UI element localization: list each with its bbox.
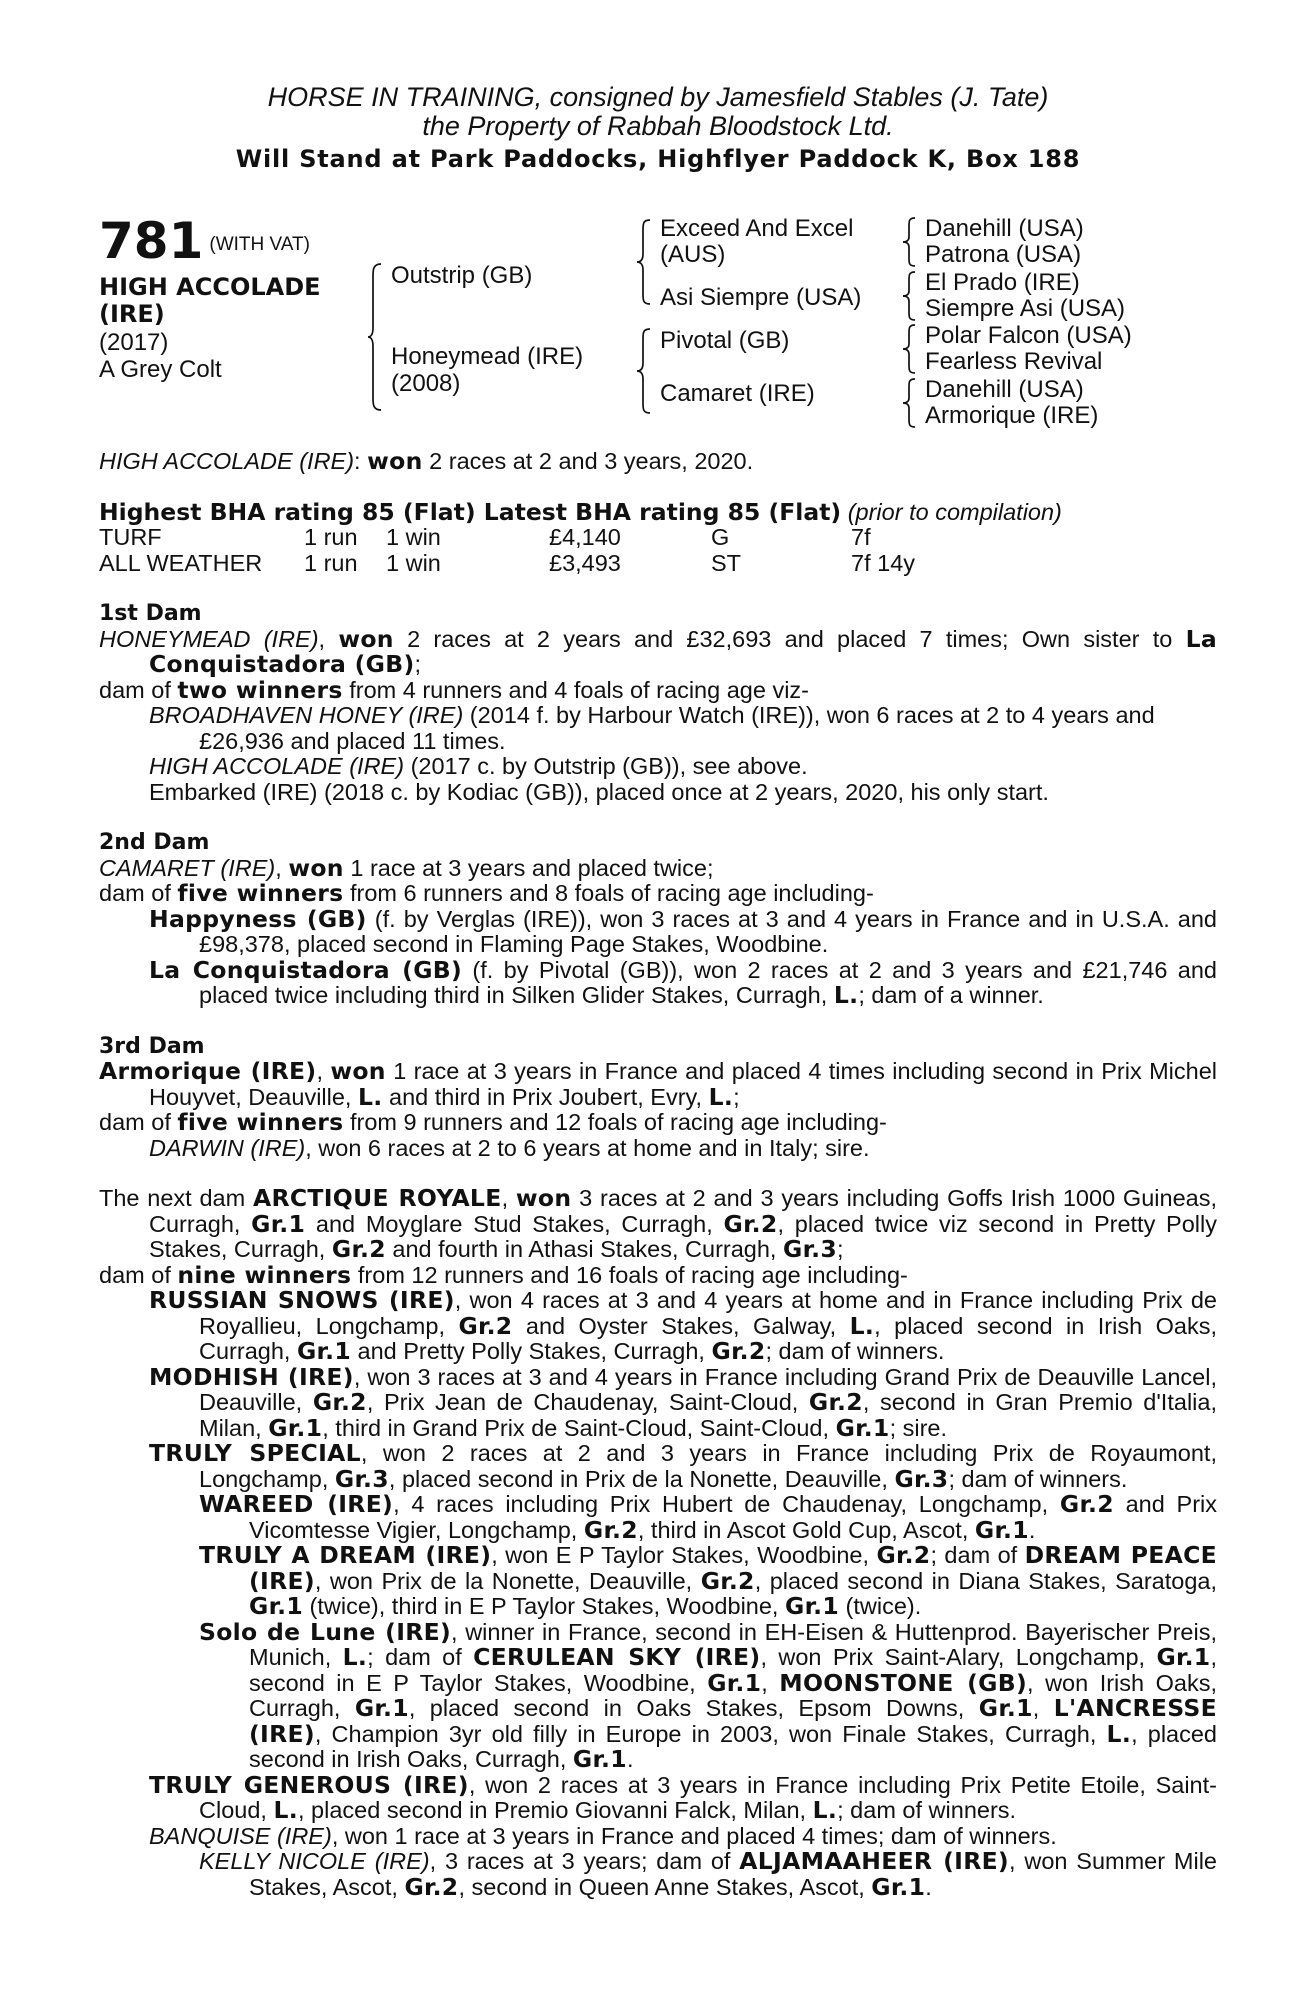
- dam-year: (2008): [391, 370, 461, 397]
- sire-dam-sire: El Prado (IRE): [925, 269, 1080, 296]
- produce-truly-special: TRULY SPECIAL, won 2 races at 2 and 3 years in France including Prix de Royaumont, Longchamp, Gr.3, placed second in Prix de la Nonette, Deauville, Gr.3; dam of winners.: [149, 1439, 1217, 1493]
- produce-la-conquistadora: La Conquistadora (GB) (f. by Pivotal (GB)), won 2 races at 2 and 3 years and £21,746 and placed twice including third in Silken Glider Stakes, Curragh, L.; dam of a winner.: [149, 955, 1217, 1009]
- first-dam-heading: 1st Dam: [99, 601, 202, 626]
- third-dam-heading: 3rd Dam: [99, 1033, 205, 1059]
- bha-ratings: Highest BHA rating 85 (Flat) Latest BHA rating 85 (Flat) (prior to compilation): [99, 497, 1062, 526]
- race-summary: HIGH ACCOLADE (IRE): won 2 races at 2 and 3 years, 2020.: [99, 447, 754, 475]
- dam: Honeymead (IRE): [391, 343, 584, 370]
- produce-truly-a-dream: TRULY A DREAM (IRE), won E P Taylor Stakes, Woodbine, Gr.2; dam of DREAM PEACE (IRE), won Prix de la Nonette, Deauville, Gr.2, placed second in Diana Stakes, Saratoga, Gr.1 (twice), third in E P Taylor Stakes, Woodbine, Gr.1 (twice).: [199, 1541, 1218, 1620]
- page-body: [99, 449, 1217, 1900]
- sire-sire-dam: Patrona (USA): [925, 241, 1082, 268]
- produce-happyness: Happyness (GB) (f. by Verglas (IRE)), won 3 races at 3 and 4 years in France and in U.S.A. and £98,378, placed second in Flaming Page Stakes, Woodbine.: [149, 904, 1217, 957]
- dam-line-brace: [636, 327, 656, 415]
- lot-heading: [99, 212, 310, 270]
- foaling-year: (2017): [99, 329, 169, 356]
- dam-dam: Camaret (IRE): [660, 380, 815, 407]
- first-dam-produce: dam of two winners from 4 runners and 4 foals of racing age viz-: [99, 675, 810, 704]
- dam-sire: Pivotal (GB): [660, 327, 790, 354]
- first-dam-record: HONEYMEAD (IRE), won 2 races at 2 years and £32,693 and placed 7 times; Own sister to La Conquistadora (GB);: [99, 624, 1218, 678]
- horse-description: A Grey Colt: [99, 356, 222, 383]
- brace-ds: [902, 323, 920, 375]
- record-row-turf: TURF 1 run 1 win £4,140 G 7f: [99, 524, 871, 550]
- third-dam-record: Armorique (IRE), won 1 race at 3 years in France and placed 4 times including second in Prix Michel Houyvet, Deauville, L. and third in Prix Joubert, Evry, L.;: [99, 1057, 1217, 1111]
- produce-wareed: WAREED (IRE), 4 races including Prix Hubert de Chaudenay, Longchamp, Gr.2 and Prix Vicomtesse Vigier, Longchamp, Gr.2, third in Ascot Gold Cup, Ascot, Gr.1.: [199, 1490, 1217, 1544]
- produce-broadhaven-honey: BROADHAVEN HONEY (IRE) (2014 f. by Harbour Watch (IRE)), won 6 races at 2 to 4 years and £26,936 and placed 11 times.: [149, 702, 1155, 754]
- brace-ss: [902, 216, 920, 268]
- produce-darwin: DARWIN (IRE), won 6 races at 2 to 6 years at home and in Italy; sire.: [149, 1134, 870, 1161]
- produce-russian-snows: RUSSIAN SNOWS (IRE), won 4 races at 3 and 4 years at home and in France including Prix de Royallieu, Longchamp, Gr.2 and Oyster Stakes, Galway, L., placed second in Irish Oaks, Curragh, Gr.1 and Pretty Polly Stakes, Curragh, Gr.2; dam of winners.: [149, 1286, 1218, 1365]
- next-dam-produce: dam of nine winners from 12 runners and 16 foals of racing age including-: [99, 1260, 908, 1289]
- third-dam-produce: dam of five winners from 9 runners and 12 foals of racing age including-: [99, 1108, 887, 1136]
- dam-sire-sire: Polar Falcon (USA): [925, 322, 1132, 349]
- sire-dam: Asi Siempre (USA): [660, 284, 862, 311]
- sire: Outstrip (GB): [391, 262, 533, 289]
- vat-note: (WITH VAT): [209, 234, 310, 255]
- dam-dam-sire: Danehill (USA): [925, 376, 1084, 403]
- second-dam-heading: 2nd Dam: [99, 830, 210, 855]
- brace-dd: [902, 377, 920, 429]
- sire-sire-sire: Danehill (USA): [925, 215, 1084, 242]
- horse-name: HIGH ACCOLADE: [99, 273, 321, 301]
- location-line: Will Stand at Park Paddocks, Highflyer Paddock K, Box 188: [235, 145, 1081, 173]
- sire-sire: Exceed And Excel: [660, 215, 854, 242]
- sire-dam-dam: Siempre Asi (USA): [925, 295, 1126, 322]
- consignor-line: HORSE IN TRAINING, consigned by Jamesfield Stables (J. Tate): [267, 82, 1049, 112]
- produce-modhish: MODHISH (IRE), won 3 races at 3 and 4 years in France including Grand Prix de Deauville Lancel, Deauville, Gr.2, Prix Jean de Chaudenay, Saint-Cloud, Gr.2, second in Gran Premio d'Italia, Milan, Gr.1, third in Grand Prix de Saint-Cloud, Saint-Cloud, Gr.1; sire.: [149, 1362, 1218, 1442]
- produce-banquise: BANQUISE (IRE), won 1 race at 3 years in France and placed 4 times; dam of winners.: [149, 1822, 1057, 1849]
- brace-sd: [902, 270, 920, 322]
- second-dam-produce: dam of five winners from 6 runners and 8 foals of racing age including-: [99, 879, 874, 907]
- produce-high-accolade: HIGH ACCOLADE (IRE) (2017 c. by Outstrip (GB)), see above.: [149, 753, 808, 779]
- sire-sire-suffix: (AUS): [660, 241, 726, 268]
- catalogue-page: [99, 83, 1217, 1900]
- pedigree-block: [99, 212, 1217, 437]
- produce-embarked: Embarked (IRE) (2018 c. by Kodiac (GB)), placed once at 2 years, 2020, his only start.: [149, 778, 1049, 805]
- next-dam-record: The next dam ARCTIQUE ROYALE, won 3 races at 2 and 3 years including Goffs Irish 1000 Guineas, Curragh, Gr.1 and Moyglare Stud Stakes, Curragh, Gr.2, placed twice viz second in Pretty Polly Stakes, Curragh, Gr.2 and fourth in Athasi Stakes, Curragh, Gr.3;: [99, 1184, 1217, 1263]
- second-dam-record: CAMARET (IRE), won 1 race at 3 years and placed twice;: [99, 853, 714, 882]
- produce-truly-generous: TRULY GENEROUS (IRE), won 2 races at 3 years in France including Prix Petite Etoile, Saint-Cloud, L., placed second in Premio Giovanni Falck, Milan, L.; dam of winners.: [149, 1770, 1217, 1824]
- produce-kelly-nicole: KELLY NICOLE (IRE), 3 races at 3 years; dam of ALJAMAAHEER (IRE), won Summer Mile Stakes, Ascot, Gr.2, second in Queen Anne Stakes, Ascot, Gr.1.: [199, 1847, 1218, 1901]
- lot-number: 781: [99, 212, 204, 270]
- owner-line: the Property of Rabbah Bloodstock Ltd.: [422, 111, 894, 141]
- dam-sire-dam: Fearless Revival: [925, 348, 1103, 375]
- sire-dam-brace: [367, 262, 387, 412]
- sire-line-brace: [636, 218, 656, 306]
- dam-dam-dam: Armorique (IRE): [925, 402, 1099, 429]
- produce-solo-de-lune: Solo de Lune (IRE), winner in France, second in EH-Eisen & Huttenprod. Bayerischer Preis, Munich, L.; dam of CERULEAN SKY (IRE), won Prix Saint-Alary, Longchamp, Gr.1, second in E P Taylor Stakes, Woodbine, Gr.1, MOONSTONE (GB), won Irish Oaks, Curragh, Gr.1, placed second in Oaks Stakes, Epsom Downs, Gr.1, L'ANCRESSE (IRE), Champion 3yr old filly in Europe in 2003, won Finale Stakes, Curragh, L., placed second in Irish Oaks, Curragh, Gr.1.: [199, 1617, 1217, 1773]
- horse-name-suffix: (IRE): [99, 300, 165, 328]
- record-row-all-weather: ALL WEATHER 1 run 1 win £3,493 ST 7f 14y: [99, 549, 916, 576]
